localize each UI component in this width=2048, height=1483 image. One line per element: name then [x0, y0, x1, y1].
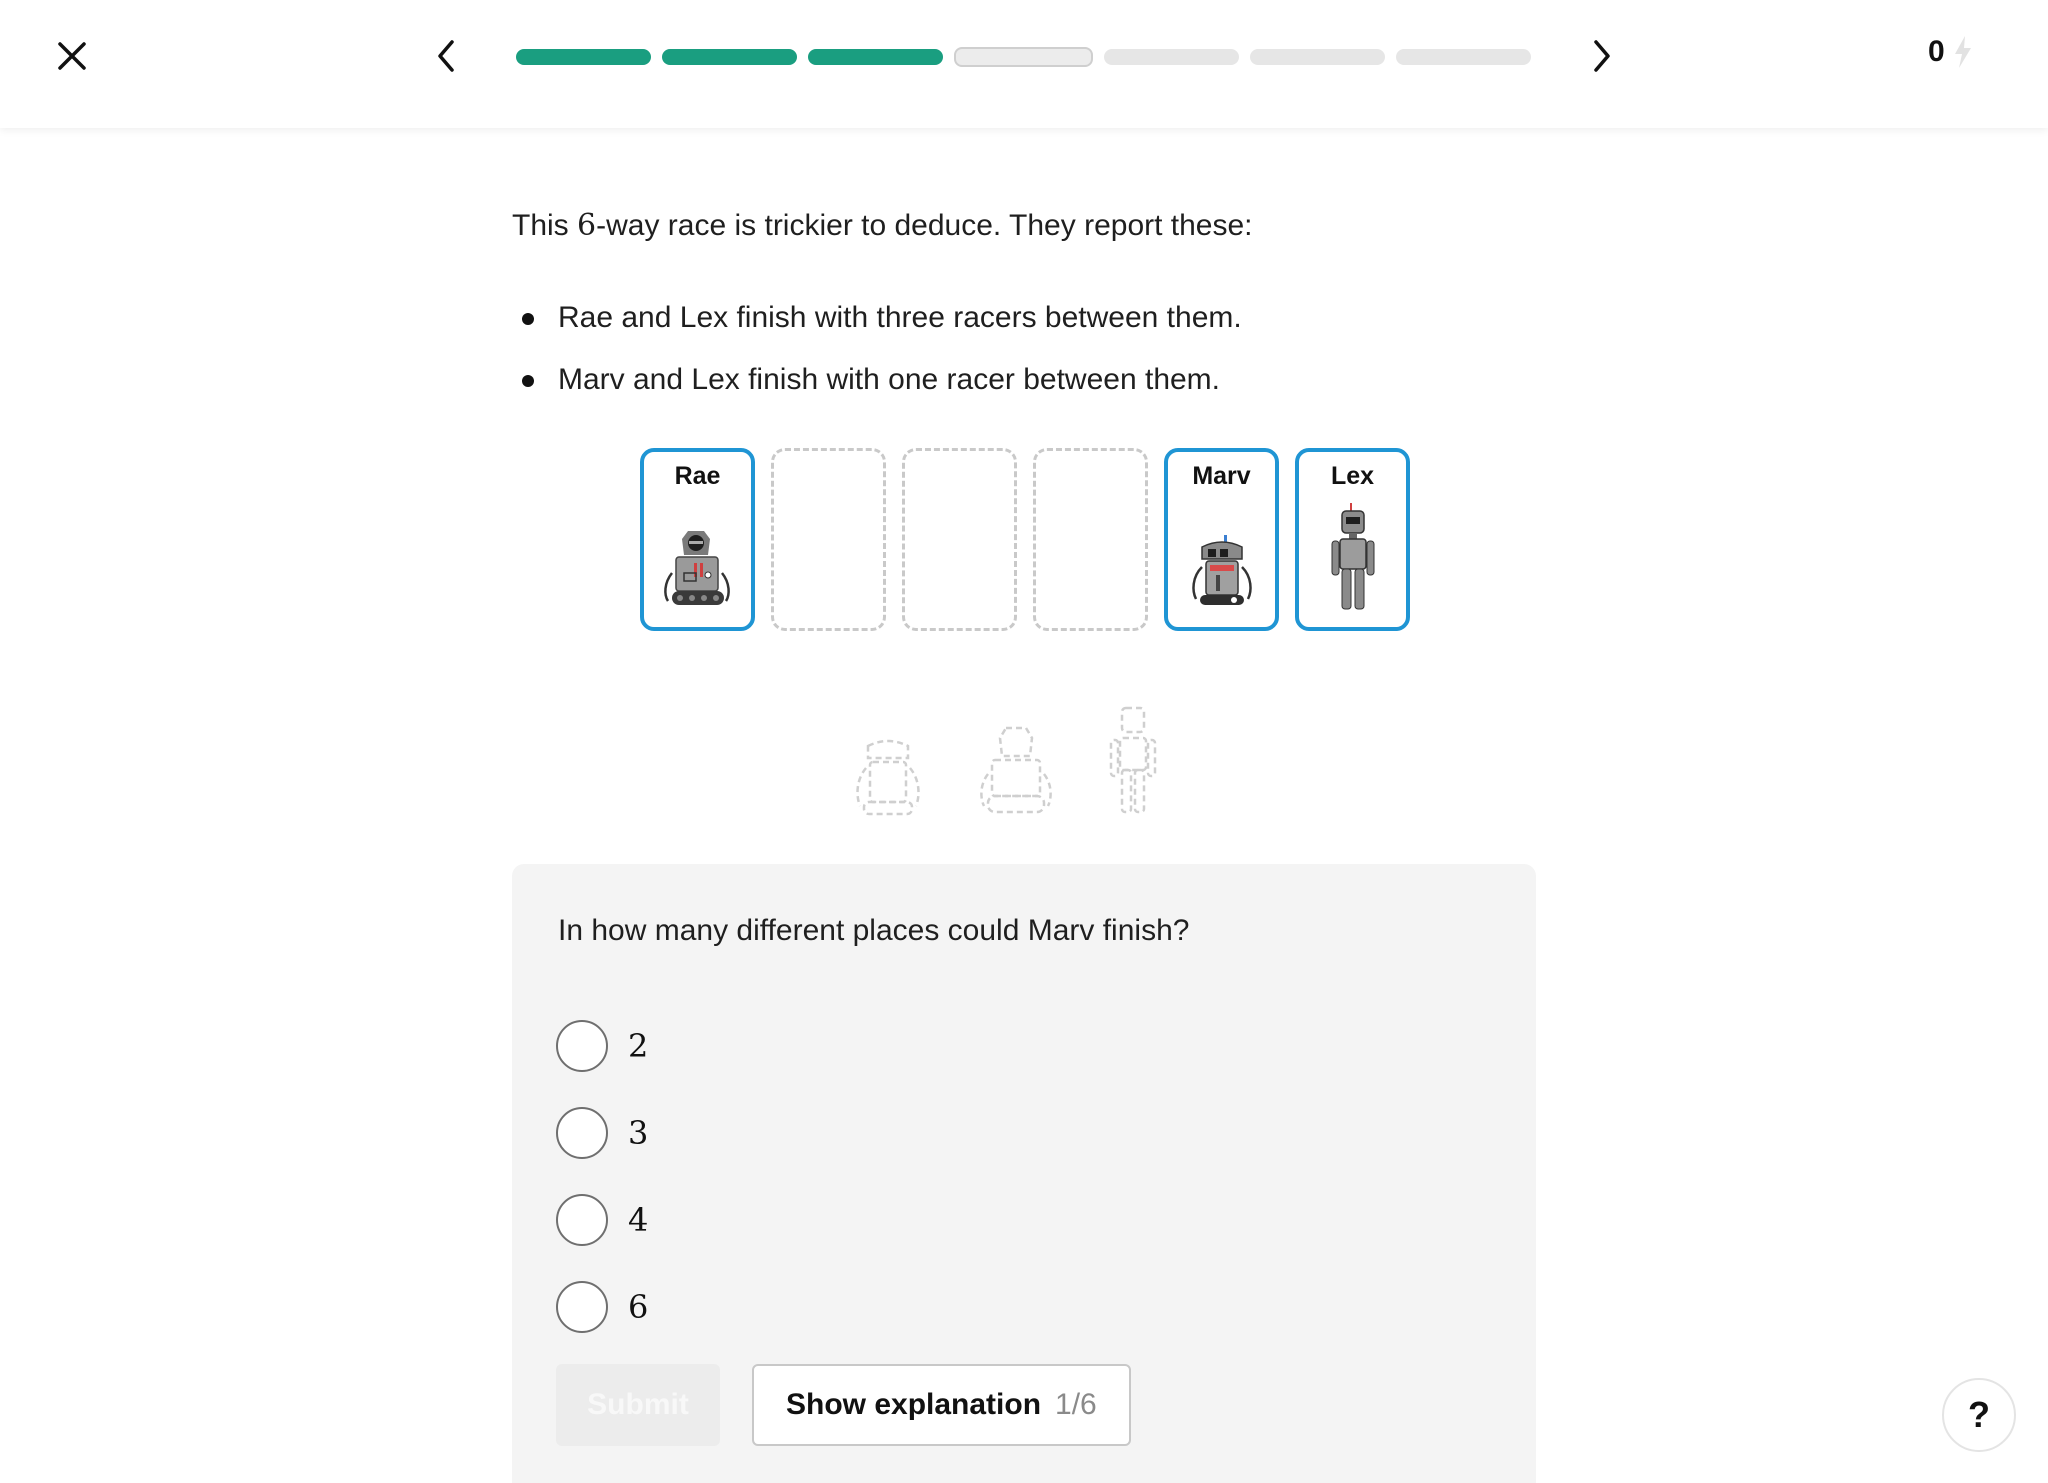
progress-segment: [1396, 49, 1531, 65]
chevron-left-icon[interactable]: [432, 36, 462, 76]
option-label: 2: [628, 1026, 649, 1065]
chevron-right-icon[interactable]: [1586, 36, 1616, 76]
slot-name: Lex: [1330, 462, 1375, 490]
intro-number: 6: [577, 208, 597, 243]
slot-1[interactable]: [640, 448, 755, 631]
intro-prefix: This: [512, 209, 578, 242]
slot-2[interactable]: [771, 448, 886, 631]
question-text: In how many different places could Marv finish?: [558, 914, 1190, 947]
slot-4[interactable]: [1033, 448, 1148, 631]
answer-option[interactable]: [556, 1263, 648, 1350]
robot-outline-icon[interactable]: [976, 722, 1056, 818]
robot-outline-icon[interactable]: [852, 736, 924, 818]
progress-segment: [1104, 49, 1239, 65]
slot-5[interactable]: [1164, 448, 1279, 631]
lex-robot-icon: [1328, 501, 1378, 613]
clue-item: Rae and Lex finish with three racers between them.: [512, 296, 1242, 358]
action-buttons: [556, 1364, 1131, 1446]
progress-segment: [808, 49, 943, 65]
robot-outline-icon[interactable]: [1108, 700, 1158, 818]
question-panel: [512, 864, 1536, 1483]
progress-segment: [662, 49, 797, 65]
energy-counter: [1928, 30, 1973, 74]
progress-bar: [516, 48, 1531, 66]
marv-robot-icon: [1186, 533, 1258, 613]
option-label: 3: [628, 1113, 649, 1152]
robot-tray: [852, 700, 1158, 818]
intro-text: [512, 208, 1253, 243]
energy-count: 0: [1928, 35, 1945, 68]
option-label: 4: [628, 1200, 649, 1239]
finish-order-slots: [640, 448, 1410, 631]
radio-button[interactable]: [556, 1020, 608, 1072]
clue-item: Marv and Lex finish with one racer between them.: [512, 358, 1242, 420]
slot-6[interactable]: [1295, 448, 1410, 631]
intro-suffix: -way race is trickier to deduce. They report these:: [596, 209, 1253, 242]
show-explanation-button[interactable]: [752, 1364, 1131, 1446]
radio-button[interactable]: [556, 1107, 608, 1159]
answer-option[interactable]: [556, 1089, 648, 1176]
answer-option[interactable]: [556, 1002, 648, 1089]
slot-name: Marv: [1192, 462, 1251, 490]
slot-3[interactable]: [902, 448, 1017, 631]
radio-button[interactable]: [556, 1194, 608, 1246]
rae-robot-icon: [658, 523, 738, 613]
explanation-count: 1/6: [1055, 1388, 1097, 1421]
progress-segment: [954, 47, 1093, 67]
slot-name: Rae: [674, 462, 721, 490]
close-icon[interactable]: [52, 36, 92, 76]
help-button[interactable]: ?: [1942, 1378, 2016, 1452]
lightning-icon: [1953, 35, 1973, 69]
answer-options: [556, 1002, 648, 1350]
radio-button[interactable]: [556, 1281, 608, 1333]
clue-list: [512, 296, 1242, 420]
top-bar: [0, 0, 2048, 128]
progress-segment: [516, 49, 651, 65]
submit-button[interactable]: Submit: [556, 1364, 720, 1446]
progress-segment: [1250, 49, 1385, 65]
option-label: 6: [628, 1287, 649, 1326]
answer-option[interactable]: [556, 1176, 648, 1263]
explanation-label: Show explanation: [786, 1388, 1042, 1421]
